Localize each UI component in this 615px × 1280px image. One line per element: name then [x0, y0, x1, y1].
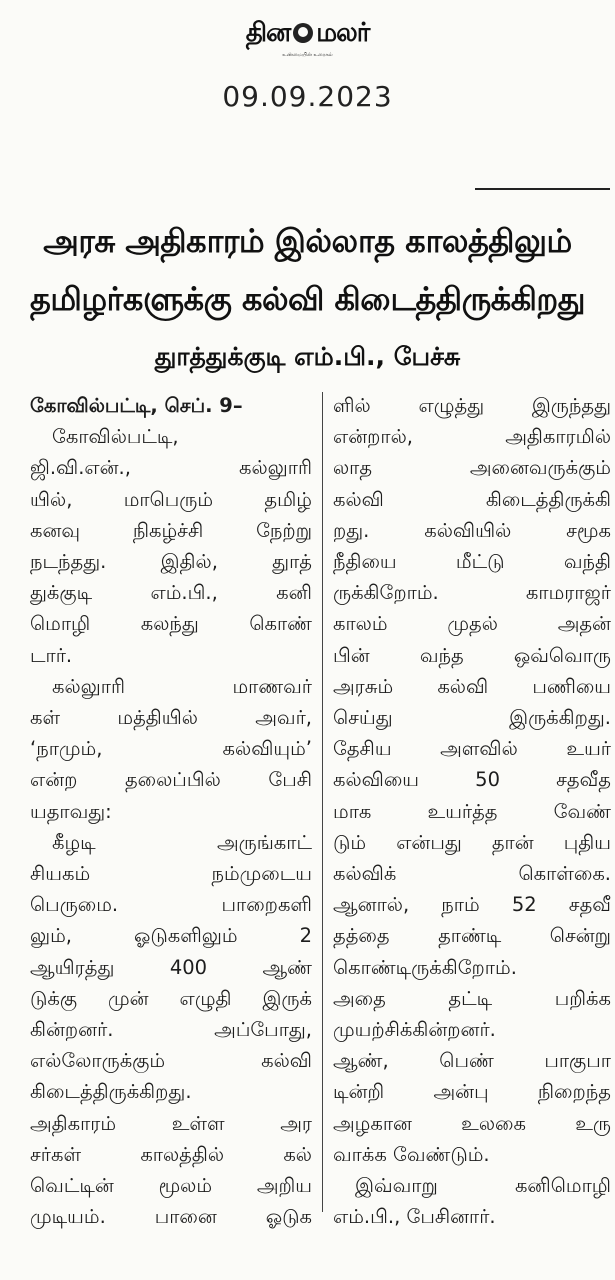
article-line: முயற்சிக்கின்றனர். [333, 1018, 496, 1042]
article-line: சியகம் நம்முடைய [30, 862, 312, 886]
article-line: அதிகாரம் உள்ள அர [30, 1111, 312, 1135]
article-line: என்றால், அதிகாரமில் [333, 425, 611, 449]
article-line: கனவு நிகழ்ச்சி நேற்று [30, 518, 312, 542]
publication-date: 09.09.2023 [222, 80, 393, 113]
article-line: டார். [30, 643, 73, 667]
article-line: ஜி.வி.என்., கல்லுாரி [30, 456, 312, 480]
article-line: கல்விக் கொள்கை. [333, 862, 611, 886]
article-line: லாத அனைவருக்கும் [333, 456, 611, 480]
article-line: ருக்கிறோம். காமராஜர் [333, 581, 611, 605]
article-line: எம்.பி., பேசினார். [333, 1205, 496, 1229]
headline-line-1: அரசு அதிகாரம் இல்லாத காலத்திலும் [43, 222, 572, 260]
logo-text-right: மலர் [316, 18, 370, 48]
article-line: துக்குடி எம்.பி., கனி [30, 581, 312, 605]
lamp-icon [293, 23, 313, 43]
article-line: அழகான உலகை உரு [333, 1111, 611, 1135]
article-line: ஆனால், நாம் 52 சதவீ [333, 893, 611, 917]
article-line: வாக்க வேண்டும். [333, 1142, 490, 1166]
article-line: கீழடி அருங்காட் [52, 830, 312, 854]
article-column-left [30, 390, 312, 1232]
divider-rule [475, 188, 610, 190]
article-line: ளில் எழுத்து இருந்தது [333, 394, 611, 417]
article-line: அரசும் கல்வி பணியை [333, 674, 611, 698]
article-line: மாக உயர்த்த வேண் [333, 799, 611, 823]
headline-subline: துாத்துக்குடி எம்.பி., பேச்சு [154, 342, 461, 371]
article-line: கல்லுாரி மாணவர் [52, 674, 312, 698]
logo-text-left: தின [245, 18, 291, 48]
article-line: கல்வியை 50 சதவீத [333, 768, 611, 792]
article-line: பெருமை. பாறைகளி [30, 893, 312, 917]
article-line: செய்து இருக்கிறது. [333, 706, 611, 730]
article-line: கின்றனர். அப்போது, [30, 1018, 312, 1042]
headline-line-2: தமிழர்களுக்கு கல்வி கிடைத்திருக்கிறது [30, 280, 585, 318]
article-line: வெட்டின் மூலம் அறிய [30, 1174, 312, 1198]
column-divider [322, 392, 323, 1212]
article-line: றது. கல்வியில் சமூக [333, 518, 611, 542]
article-line: கொண்டிருக்கிறோம். [333, 955, 517, 979]
article-line: யதாவது: [30, 799, 112, 823]
article-line: எல்லோருக்கும் கல்வி [30, 1049, 312, 1073]
newspaper-logo [246, 18, 370, 51]
article-line: மொழி கலந்து கொண் [30, 612, 312, 636]
article-line: கல்வி கிடைத்திருக்கி [333, 487, 611, 511]
article-line: அதை தட்டி பறிக்க [333, 986, 611, 1010]
article-line: கள் மத்தியில் அவர், [30, 706, 312, 730]
article-line: நடந்தது. இதில், துாத் [30, 550, 312, 574]
article-line: டும் என்பது தான் புதிய [333, 830, 611, 854]
dateline: கோவில்பட்டி, செப். 9– [30, 394, 243, 417]
article-line: ‘நாமும், கல்வியும்’ [30, 737, 312, 761]
article-line: டின்றி அன்பு நிறைந்த [333, 1080, 611, 1104]
article-line: பின் வந்த ஒவ்வொரு [333, 643, 611, 667]
article-line: ஆயிரத்து 400 ஆண் [30, 955, 312, 979]
article-line: டுக்கு முன் எழுதி இருக் [30, 986, 312, 1010]
article-line: யில், மாபெரும் தமிழ் [30, 487, 312, 511]
article-line: லும், ஓடுகளிலும் 2 [30, 924, 312, 948]
article-line: காலம் முதல் அதன் [333, 612, 611, 636]
newspaper-tagline: உண்மையின் உரைகல் [282, 52, 333, 58]
article-column-right [333, 390, 611, 1232]
article-line: சர்கள் காலத்தில் கல் [30, 1142, 312, 1166]
article-line: இவ்வாறு கனிமொழி [355, 1174, 611, 1198]
article-line: கிடைத்திருக்கிறது. [30, 1080, 192, 1104]
masthead [0, 18, 615, 58]
article-line: கோவில்பட்டி, [52, 425, 179, 449]
article-line: தத்தை தாண்டி சென்று [333, 924, 611, 948]
article-line: தேசிய அளவில் உயர் [333, 737, 611, 761]
article-line: நீதியை மீட்டு வந்தி [333, 550, 611, 574]
article-line: முடியம். பானை ஓடுக [30, 1205, 312, 1229]
article-line: ஆண், பெண் பாகுபா [333, 1049, 611, 1073]
article-line: என்ற தலைப்பில் பேசி [30, 768, 312, 792]
